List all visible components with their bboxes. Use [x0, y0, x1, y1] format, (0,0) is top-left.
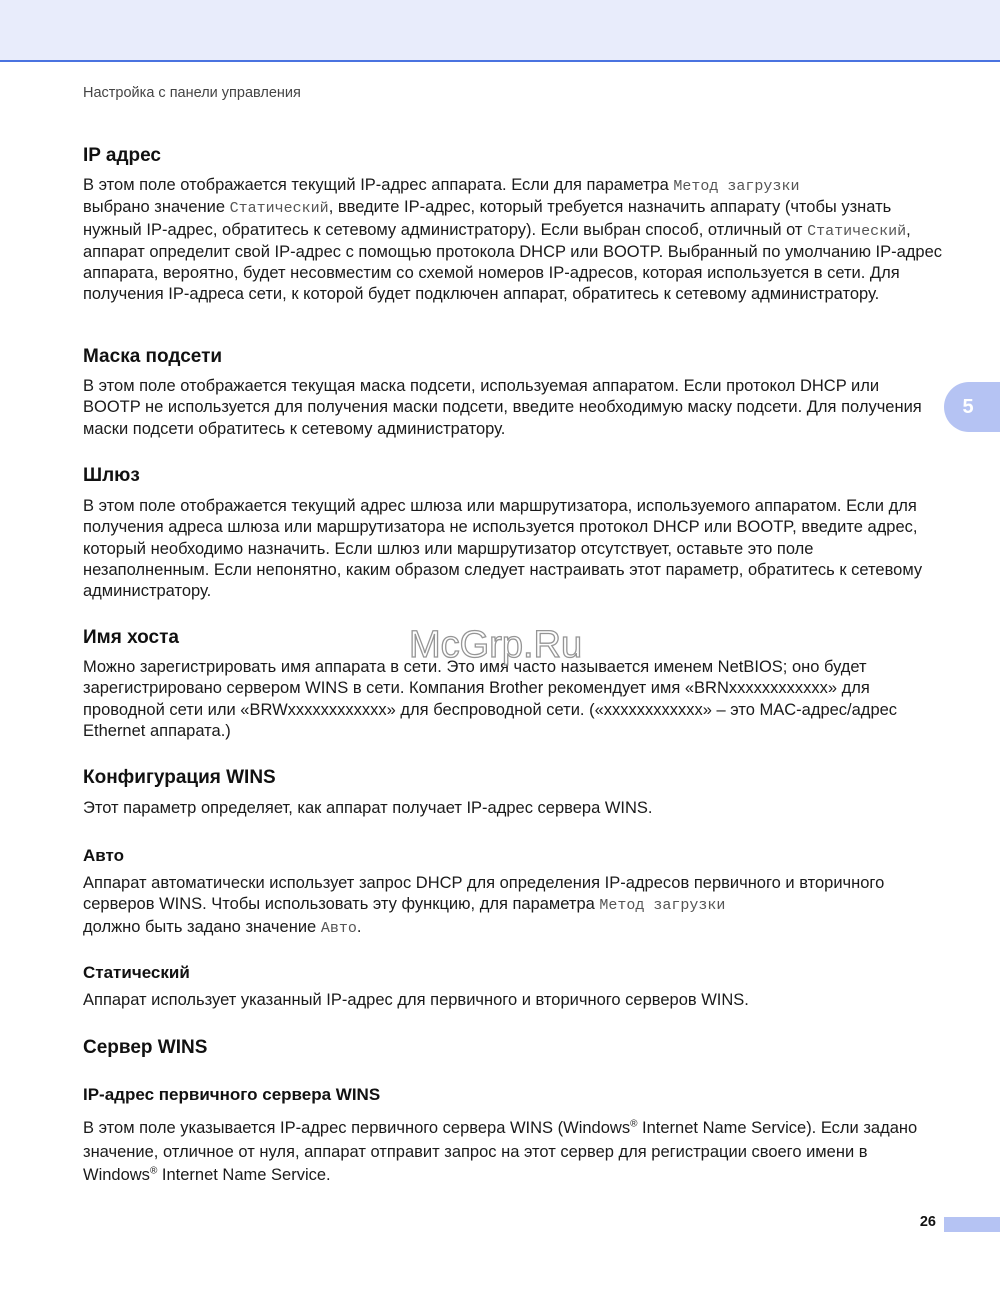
heading-static: Статический	[83, 963, 190, 982]
registered-mark: ®	[149, 1165, 158, 1177]
code-auto: Авто	[320, 919, 357, 937]
code-static: Статический	[807, 222, 907, 240]
text-run: должно быть задано значение	[83, 917, 321, 936]
paragraph-auto	[83, 873, 943, 939]
footer-tab	[944, 1217, 1000, 1232]
text-run: выбрано значение	[83, 198, 230, 217]
text-run: .	[356, 917, 362, 936]
heading-gateway: Шлюз	[83, 465, 140, 486]
page-number: 26	[919, 1214, 936, 1230]
text-run: Internet Name Service.	[157, 1166, 331, 1184]
code-static: Статический	[229, 200, 329, 218]
watermark: McGrp.Ru	[409, 624, 583, 666]
chapter-number: 5	[962, 396, 974, 418]
paragraph-gateway: В этом поле отображается текущий адрес шлюза или маршрутизатора, используемого аппаратом. Если для получения адреса шлюза или маршрутизатора не используется протокол DHCP или BOOTP, введите адрес, который необходимо назначить. Если шлюз или маршрутизатор отсутствует, оставьте это поле незаполненным. Если непонятно, каким образом следует настраивать этот параметр, обратитесь к сетевому администратору.	[83, 497, 923, 601]
heading-host-name: Имя хоста	[83, 627, 179, 648]
heading-subnet-mask: Маска подсети	[83, 346, 223, 367]
heading-ip-address: IP адрес	[83, 145, 162, 166]
text-run: , аппарат определит свой IP-адрес с помощью протокола DHCP или BOOTP. Выбранный по умолчанию IP-адрес аппарата, вероятно, будет несовместим со схемой номеров IP-адресов, которая используется в сети. Для получения IP-адреса сети, к которой будет подключен аппарат, обратитесь к сетевому администратору.	[83, 220, 943, 304]
text-run: Аппарат автоматически использует запрос DHCP для определения IP-адресов первичного и вторичного серверов WINS. Чтобы использовать эту функцию, для параметра	[83, 874, 885, 914]
text-run: Internet Name Service). Если задано значение, отличное от нуля, аппарат отправит запрос на этот сервер для регистрации своего имени в Windows	[83, 1119, 918, 1184]
code-boot-method: Метод загрузки	[673, 178, 800, 195]
text-run: В этом поле отображается текущий IP-адрес аппарата. Если для параметра	[83, 176, 674, 194]
text-run: В этом поле указывается IP-адрес первичного сервера WINS (Windows	[83, 1119, 631, 1137]
code-boot-method: Метод загрузки	[599, 897, 726, 915]
chapter-tab	[944, 382, 1000, 432]
paragraph-wins-config: Этот параметр определяет, как аппарат получает IP-адрес сервера WINS.	[83, 799, 653, 817]
top-banner	[0, 0, 1000, 62]
running-header: Настройка с панели управления	[83, 85, 301, 101]
heading-wins-server: Сервер WINS	[83, 1037, 208, 1058]
paragraph-host-name: Можно зарегистрировать имя аппарата в сети. Это имя часто называется именем NetBIOS; оно будет зарегистрировано сервером WINS в сети. Компания Brother рекомендует имя «BRNxxxxxxxxxxxx» для проводной сети или «BRWxxxxxxxxxxxx» для беспроводной сети. («xxxxxxxxxxxx» – это MAC-адрес/адрес Ethernet аппарата.)	[83, 658, 898, 740]
paragraph-subnet-mask: В этом поле отображается текущая маска подсети, используемая аппаратом. Если протокол DHCP или BOOTP не используется для получения маски подсети, введите необходимую маску подсети. Для получения маски подсети обратитесь к сетевому администратору.	[83, 377, 922, 438]
heading-auto: Авто	[83, 846, 124, 865]
paragraph-ip-address	[83, 175, 943, 306]
text-run: , введите IP-адрес, который требуется назначить аппарату (чтобы узнать нужный IP-адрес, обратитесь к сетевому администратору). Если выбран способ, отличный от	[83, 198, 892, 239]
paragraph-static: Аппарат использует указанный IP-адрес для первичного и вторичного серверов WINS.	[83, 991, 749, 1009]
paragraph-primary-wins-ip	[83, 1117, 943, 1188]
registered-mark: ®	[630, 1118, 638, 1130]
heading-primary-wins-ip: IP-адрес первичного сервера WINS	[83, 1085, 381, 1104]
heading-wins-config: Конфигурация WINS	[83, 767, 276, 788]
